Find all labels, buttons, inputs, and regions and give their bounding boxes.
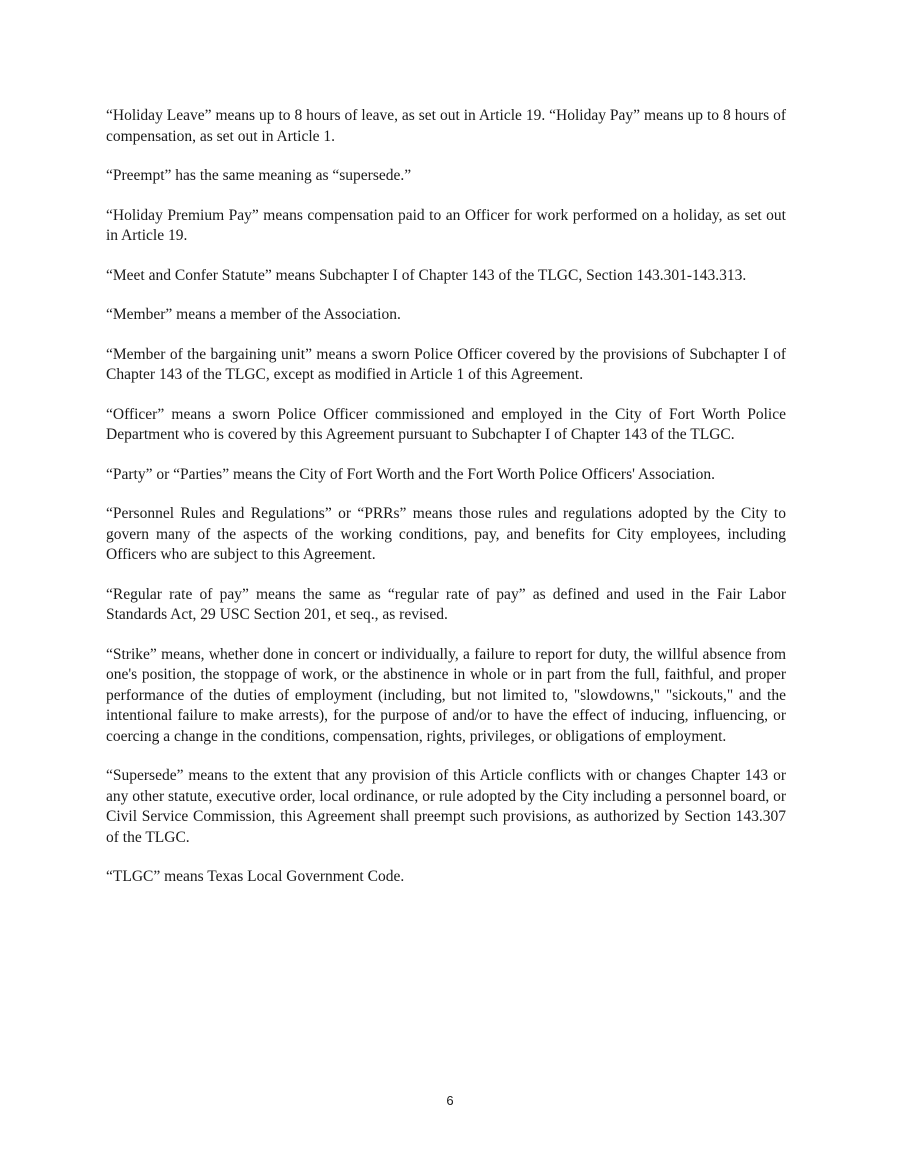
definition-officer: “Officer” means a sworn Police Officer commissioned and employed in the City of Fort Worth Police Department who is covered by this Agreement pursuant to Subchapter I of Chapter 143 of the TLGC. (106, 405, 786, 443)
definition-member-of-bargaining-unit: “Member of the bargaining unit” means a sworn Police Officer covered by the provisions of Subchapter I of Chapter 143 of the TLGC, except as modified in Article 1 of this Agreement. (106, 345, 786, 383)
definition-preempt: “Preempt” has the same meaning as “supersede.” (106, 167, 412, 184)
definition-holiday-premium-pay: “Holiday Premium Pay” means compensation paid to an Officer for work performed on a holiday, as set out in Article 19. (106, 206, 786, 244)
definition-personnel-rules: “Personnel Rules and Regulations” or “PRRs” means those rules and regulations adopted by the City to govern many of the aspects of the working conditions, pay, and benefits for City employees, including Officers who are subject to this Agreement. (106, 505, 786, 563)
definitions-list (106, 106, 786, 907)
definition-regular-rate-of-pay: “Regular rate of pay” means the same as “regular rate of pay” as defined and used in the Fair Labor Standards Act, 29 USC Section 201, et seq., as revised. (106, 585, 786, 623)
definition-tlgc: “TLGC” means Texas Local Government Code. (106, 868, 405, 885)
definition-supersede: “Supersede” means to the extent that any provision of this Article conflicts with or changes Chapter 143 or any other statute, executive order, local ordinance, or rule adopted by the City including a personnel board, or Civil Service Commission, this Agreement shall preempt such provisions, as authorized by Section 143.307 of the TLGC. (106, 767, 786, 846)
definition-meet-and-confer-statute: “Meet and Confer Statute” means Subchapter I of Chapter 143 of the TLGC, Section 143.301-143.313. (106, 266, 747, 284)
page-number: 6 (446, 1093, 454, 1108)
definition-strike: “Strike” means, whether done in concert or individually, a failure to report for duty, the willful absence from one's position, the stoppage of work, or the abstinence in whole or in part from the full, faithful, and proper performance of the duties of employment (including, but not limited to, "slowdowns," "sickouts," and the intentional failure to make arrests), for the purpose of and/or to have the effect of inducing, influencing, or coercing a change in the conditions, compensation, rights, privileges, or obligations of employment. (106, 645, 786, 745)
definition-party: “Party” or “Parties” means the City of Fort Worth and the Fort Worth Police Officers' Association. (106, 465, 715, 483)
definition-holiday-leave: “Holiday Leave” means up to 8 hours of leave, as set out in Article 19. “Holiday Pay” means up to 8 hours of compensation, as set out in Article 1. (106, 107, 786, 145)
definition-member: “Member” means a member of the Association. (106, 306, 401, 323)
